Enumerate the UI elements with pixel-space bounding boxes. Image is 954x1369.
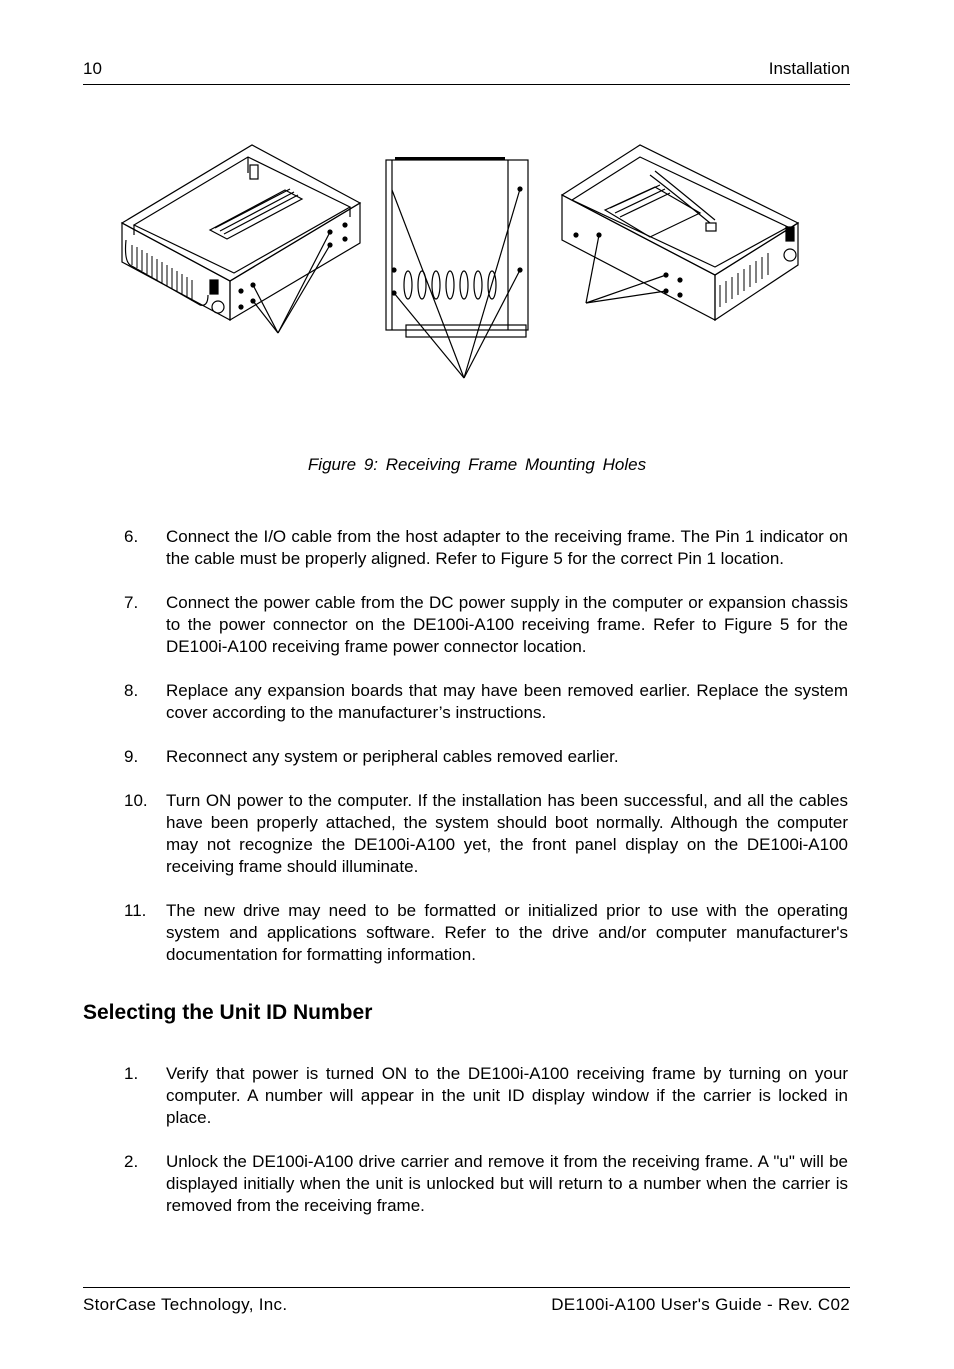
page-number: 10: [83, 59, 102, 78]
list-item: 2. Unlock the DE100i-A100 drive carrier and remove it from the receiving frame. A "u" will be displayed initially when the unit is unlocked but will return to a number when the carrier is removed from the receiving frame.: [124, 1152, 848, 1215]
list-item: 8. Replace any expansion boards that may have been removed earlier. Replace the system cover according to the manufacturer’s instructions.: [124, 681, 848, 722]
list-item: 10. Turn ON power to the computer. If the installation has been successful, and all the cables have been properly attached, the system should boot normally. Although the computer may not recognize the DE100i-A100 yet, the front panel display on the DE100i-A100 receiving frame should illuminate.: [124, 791, 848, 876]
figure-caption: Figure 9: Receiving Frame Mounting Holes: [307, 455, 647, 474]
company-name: StorCase Technology, Inc.: [83, 1295, 288, 1314]
list-item: 1. Verify that power is turned ON to the DE100i-A100 receiving frame by turning on your computer. A number will appear in the unit ID display window if the carrier is locked in place.: [124, 1064, 848, 1127]
list-item: 11. The new drive may need to be formatted or initialized prior to use with the operating system and applications software. Refer to the drive and/or computer manufacturer's documentation for formatting information.: [124, 901, 848, 964]
receiving-frame-right-view: [562, 145, 798, 320]
list-item: 6. Connect the I/O cable from the host adapter to the receiving frame. The Pin 1 indicator on the cable must be properly aligned. Refer to Figure 5 for the correct Pin 1 location.: [124, 527, 848, 568]
page-header: [83, 58, 850, 85]
installation-steps: [124, 526, 848, 988]
mounting-holes-figure: [110, 135, 810, 385]
section-title: Installation: [768, 59, 850, 78]
section-heading: Selecting the Unit ID Number: [83, 1001, 373, 1024]
list-item: 7. Connect the power cable from the DC power supply in the computer or expansion chassis to the power connector on the DE100i-A100 receiving frame. Refer to Figure 5 for the DE100i-A100 receiving frame power connector location.: [124, 593, 848, 656]
receiving-frame-left-view: [122, 145, 360, 333]
document-title: DE100i-A100 User's Guide - Rev. C02: [551, 1295, 850, 1314]
list-item: 9. Reconnect any system or peripheral cables removed earlier.: [124, 747, 619, 766]
receiving-frame-side-view: [386, 157, 528, 378]
unit-id-steps: [124, 1063, 848, 1239]
page-footer: [83, 1287, 850, 1318]
